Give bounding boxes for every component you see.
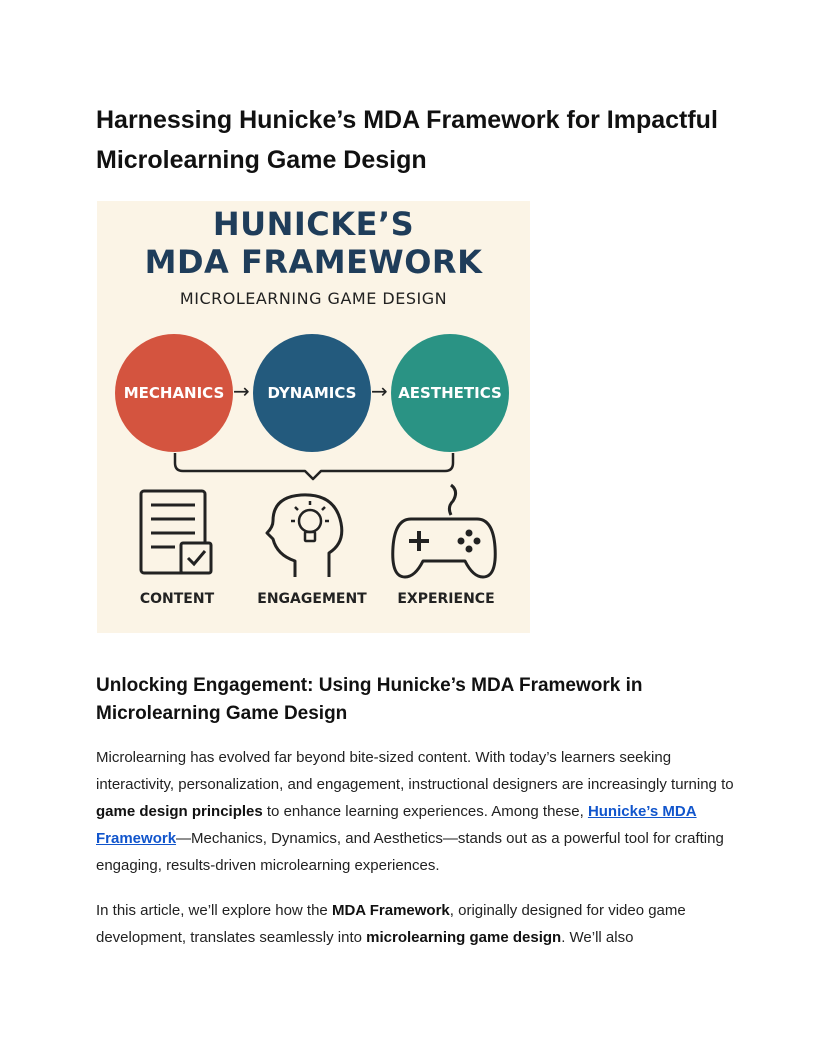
game-controller-icon	[389, 483, 499, 581]
infographic-title-line1: HUNICKE’S	[212, 205, 415, 243]
p1-text-2: to enhance learning experiences. Among these,	[262, 803, 588, 820]
p2-bold-1: MDA Framework	[331, 902, 450, 919]
p1-text-3: —Mechanics, Dynamics, and Aesthetics—stands out as a powerful tool for crafting engaging, results-driven microlearning experiences.	[96, 830, 724, 874]
p2-text-1: In this article, we’ll explore how the	[96, 902, 332, 919]
mda-framework-infographic	[97, 201, 530, 633]
p1-text-1: Microlearning has evolved far beyond bite-sized content. With today’s learners seeking interactivity, personalization, and engagement, instructional designers are increasingly turning to	[96, 749, 734, 793]
section-heading: Unlocking Engagement: Using Hunicke’s MDA Framework in Microlearning Game Design	[96, 675, 643, 724]
p2-bold-2: microlearning game design	[366, 929, 562, 946]
arrow-icon: →	[371, 379, 388, 403]
content-label: CONTENT	[139, 591, 215, 607]
arrow-icon: →	[233, 379, 250, 403]
mda-framework-link[interactable]: Hunicke’s MDA Framework	[96, 803, 697, 847]
experience-label: EXPERIENCE	[397, 591, 495, 607]
infographic-subtitle: MICROLEARNING GAME DESIGN	[179, 289, 448, 308]
engagement-label: ENGAGEMENT	[257, 591, 367, 607]
head-lightbulb-icon	[265, 483, 355, 579]
infographic-title-line2: MDA FRAMEWORK	[144, 243, 483, 281]
p2-text-2: , originally designed for video game development, translates seamlessly into	[96, 902, 686, 946]
second-paragraph	[96, 897, 736, 951]
p1-bold-1: game design principles	[96, 803, 263, 820]
aesthetics-label: AESTHETICS	[398, 384, 502, 402]
article-title: Harnessing Hunicke’s MDA Framework for Impactful Microlearning Game Design	[96, 106, 718, 174]
mechanics-label: MECHANICS	[123, 384, 225, 402]
document-checklist-icon	[137, 489, 217, 579]
p2-text-3: . We’ll also	[561, 929, 634, 946]
intro-paragraph	[96, 744, 736, 879]
dynamics-label: DYNAMICS	[267, 384, 357, 402]
